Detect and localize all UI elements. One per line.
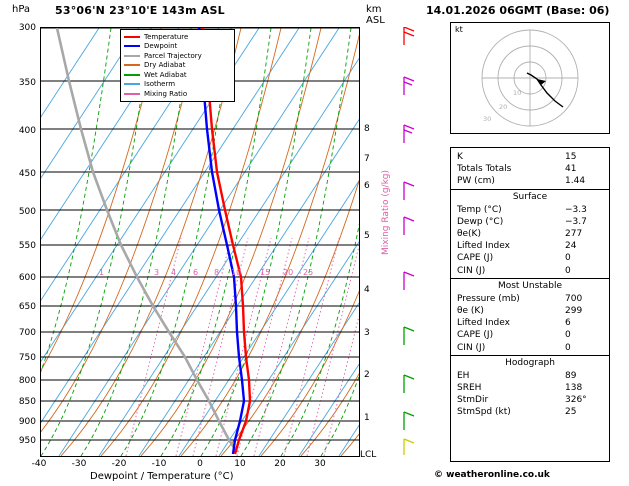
hodograph-svg <box>451 23 609 133</box>
legend-label: Temperature <box>144 32 189 41</box>
altitude-tick: 7 <box>364 154 370 164</box>
table-row <box>451 394 609 406</box>
index-label: SREH <box>457 383 482 394</box>
pressure-tick: 600 <box>18 273 36 283</box>
legend-swatch <box>124 45 140 47</box>
table-row <box>451 317 609 329</box>
temperature-tick: 30 <box>314 459 326 469</box>
wind-barb <box>404 375 414 393</box>
legend-label: Dry Adiabat <box>144 61 186 69</box>
index-label: EH <box>457 370 470 381</box>
temperature-tick: -30 <box>71 459 87 469</box>
wind-barb-group <box>404 27 414 455</box>
index-value: 326° <box>565 395 587 406</box>
pressure-tick: 550 <box>18 241 36 251</box>
altitude-unit-label: km <box>366 4 382 15</box>
altitude-tick: 2 <box>364 370 370 380</box>
legend-item-isotherm <box>124 80 231 89</box>
table-row <box>451 216 609 228</box>
index-label: StmDir <box>457 395 489 406</box>
pressure-tick: 850 <box>18 397 36 407</box>
legend-swatch <box>124 83 140 85</box>
table-row <box>451 175 609 187</box>
index-label: StmSpd (kt) <box>457 407 511 418</box>
wind-barb <box>404 439 414 455</box>
index-value: 25 <box>565 407 577 418</box>
pressure-tick: 350 <box>18 78 36 88</box>
index-value: 299 <box>565 306 583 317</box>
index-label: Totals Totals <box>457 164 512 175</box>
legend-swatch <box>124 64 140 66</box>
wind-barb <box>404 412 414 430</box>
wind-barbs-svg <box>398 27 422 457</box>
index-value: −3.3 <box>565 204 587 215</box>
x-axis-title: Dewpoint / Temperature (°C) <box>90 471 234 482</box>
table-row <box>451 228 609 240</box>
mixing-ratio-label: 25 <box>303 268 314 277</box>
table-row <box>451 370 609 382</box>
pressure-tick: 750 <box>18 353 36 363</box>
pressure-tick: 950 <box>18 436 36 446</box>
index-label: CIN (J) <box>457 342 486 353</box>
mixing-ratio-lines <box>126 238 359 456</box>
hodograph-panel <box>450 22 610 134</box>
pressure-tick: 400 <box>18 126 36 136</box>
indices-table <box>450 147 610 462</box>
divider <box>451 355 609 356</box>
temperature-tick: 20 <box>274 459 286 469</box>
copyright-credit: © weatheronline.co.uk <box>434 470 550 480</box>
legend-item-temperature <box>124 32 231 41</box>
legend-item-dry-adiabat <box>124 61 231 70</box>
index-label: θe (K) <box>457 306 484 317</box>
table-row <box>451 305 609 317</box>
index-label: Lifted Index <box>457 318 510 329</box>
hodograph-ring-label: 30 <box>483 115 492 123</box>
legend-label: Mixing Ratio <box>144 89 188 98</box>
index-label: Temp (°C) <box>457 204 502 215</box>
legend-label: Dewpoint <box>144 42 178 50</box>
hodograph-unit-label: kt <box>455 25 463 34</box>
table-row <box>451 265 609 277</box>
pressure-tick: 700 <box>18 328 36 338</box>
index-value: 0 <box>565 342 571 353</box>
altitude-tick: 4 <box>364 285 370 295</box>
wind-barb <box>404 327 414 345</box>
table-row <box>451 240 609 252</box>
wind-barb <box>404 217 414 235</box>
legend-swatch <box>124 36 140 38</box>
mixing-ratio-label: 10 <box>231 268 242 277</box>
temperature-tick: 0 <box>197 459 203 469</box>
legend-label: Wet Adiabat <box>144 70 187 79</box>
info-panel <box>424 0 629 486</box>
altitude-tick: 6 <box>364 181 370 191</box>
wind-barb <box>404 125 414 143</box>
index-value: 0 <box>565 265 571 276</box>
table-row <box>451 406 609 418</box>
lcl-label: LCL <box>360 450 377 460</box>
legend-swatch <box>124 93 140 95</box>
run-datetime-title: 14.01.2026 06GMT (Base: 06) <box>426 4 610 17</box>
altitude-tick: 5 <box>364 231 370 241</box>
section-header-hodograph: Hodograph <box>505 357 555 368</box>
table-row <box>451 151 609 163</box>
temperature-tick: -10 <box>151 459 167 469</box>
wind-barb <box>404 77 414 95</box>
index-value: 277 <box>565 229 583 240</box>
hodograph-ring-label: 20 <box>499 103 508 111</box>
index-value: 41 <box>565 164 577 175</box>
hodograph-ring-label: 10 <box>513 89 522 97</box>
index-label: K <box>457 152 463 162</box>
table-row <box>451 382 609 394</box>
chart-legend <box>120 29 235 102</box>
legend-item-dewpoint <box>124 42 231 51</box>
wind-barb-column <box>398 27 422 457</box>
table-row <box>451 329 609 341</box>
index-value: −3.7 <box>565 216 587 227</box>
pressure-tick: 900 <box>18 417 36 427</box>
index-value: 24 <box>565 241 577 252</box>
index-value: 0 <box>565 330 571 341</box>
pressure-tick: 650 <box>18 302 36 312</box>
pressure-tick: 300 <box>18 23 36 33</box>
legend-swatch <box>124 55 140 57</box>
legend-item-parcel-trajectory <box>124 51 231 60</box>
temperature-tick: -40 <box>31 459 47 469</box>
legend-swatch <box>124 74 140 76</box>
index-label: Pressure (mb) <box>457 293 520 304</box>
wind-barb <box>404 182 414 200</box>
altitude-tick: 8 <box>364 124 370 134</box>
mixing-ratio-label: 6 <box>193 268 199 277</box>
index-label: Dewp (°C) <box>457 216 504 227</box>
wind-barb <box>404 272 414 290</box>
mixing-ratio-label: 1 <box>99 268 105 277</box>
index-label: CAPE (J) <box>457 253 494 264</box>
index-value: 6 <box>565 318 571 329</box>
legend-item-wet-adiabat <box>124 70 231 79</box>
mixing-ratio-label: 4 <box>171 268 177 277</box>
divider <box>451 278 609 279</box>
pressure-tick: 450 <box>18 169 36 179</box>
pressure-unit-label: hPa <box>12 4 31 15</box>
table-row <box>451 252 609 264</box>
altitude-tick: 3 <box>364 328 370 338</box>
altitude-tick: 1 <box>364 413 370 423</box>
section-header-surface: Surface <box>512 191 548 202</box>
index-value: 1.44 <box>565 176 586 187</box>
temperature-tick: -20 <box>111 459 127 469</box>
legend-label: Parcel Trajectory <box>144 51 202 60</box>
altitude-asl-label: ASL <box>366 15 385 26</box>
pressure-tick: 800 <box>18 376 36 386</box>
legend-label: Isotherm <box>144 80 176 88</box>
index-value: 89 <box>565 370 577 381</box>
legend-item-mixing-ratio <box>124 89 231 98</box>
index-value: 700 <box>565 293 583 304</box>
table-row <box>451 293 609 305</box>
pressure-tick: 500 <box>18 207 36 217</box>
mixing-ratio-label: 3 <box>154 268 160 277</box>
temperature-tick: 10 <box>234 459 246 469</box>
hodograph-rings <box>482 30 578 126</box>
index-label: CAPE (J) <box>457 330 494 341</box>
station-title: 53°06'N 23°10'E 143m ASL <box>55 4 225 17</box>
section-header-most-unstable: Most Unstable <box>497 280 563 291</box>
mixing-ratio-label: 15 <box>260 268 271 277</box>
mixing-ratio-axis-label: Mixing Ratio (g/kg) <box>381 169 391 255</box>
index-label: θe(K) <box>457 229 481 240</box>
mixing-ratio-label: 20 <box>283 268 294 277</box>
index-label: PW (cm) <box>457 176 495 187</box>
index-label: CIN (J) <box>457 265 486 276</box>
mixing-ratio-label: 8 <box>214 268 220 277</box>
table-row <box>451 342 609 354</box>
table-row <box>451 204 609 216</box>
index-value: 0 <box>565 253 571 264</box>
index-value: 15 <box>565 152 577 162</box>
table-row <box>451 163 609 175</box>
index-label: Lifted Index <box>457 241 510 252</box>
wind-barb <box>404 27 414 45</box>
index-value: 138 <box>565 383 583 394</box>
divider <box>451 189 609 190</box>
